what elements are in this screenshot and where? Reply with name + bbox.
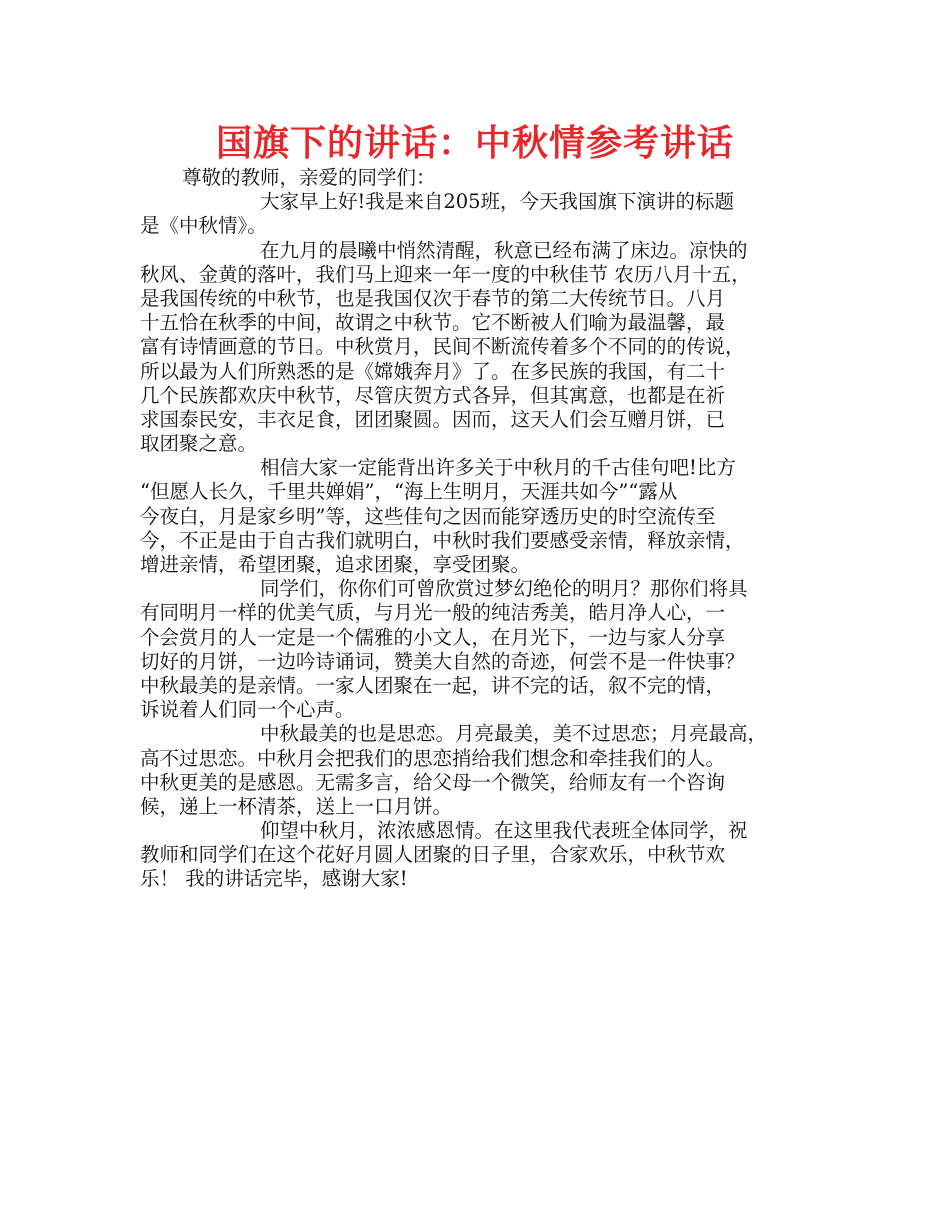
text-line: 几个民族都欢庆中秋节，尽管庆贺方式各异，但其寓意，也都是在祈 <box>140 383 726 407</box>
text-line: 秋风、金黄的落叶，我们马上迎来一年一度的中秋佳节 农历八月十五， <box>140 262 751 286</box>
text-line: 乐！ 我的讲话完毕，感谢大家! <box>140 867 408 891</box>
text-line: 教师和同学们在这个花好月圆人团聚的日子里，合家欢乐，中秋节欢 <box>140 843 726 867</box>
text-line: 中秋更美的是感恩。无需多言，给父母一个微笑，给师友有一个咨询 <box>140 770 726 794</box>
text-line: 是《中秋情》。 <box>140 214 267 238</box>
text-line: 候，递上一杯清茶，送上一口月饼。 <box>140 794 453 818</box>
text-line: 今夜白，月是家乡明”等，这些佳句之因而能穿透历史的时空流传至 <box>140 504 716 528</box>
text-line: 今，不正是由于自古我们就明白，中秋时我们要感受亲情，释放亲情， <box>140 528 745 552</box>
text-line: 中秋最美的是亲情。一家人团聚在一起，讲不完的话，叙不完的情， <box>140 673 726 697</box>
text-line: 诉说着人们同一个心声。 <box>140 698 355 722</box>
text-line: 高不过思恋。中秋月会把我们的思恋捎给我们想念和牵挂我们的人。 <box>140 746 726 770</box>
text-line: 所以最为人们所熟悉的是《嫦娥奔月》了。在多民族的我国，有二十 <box>140 359 726 383</box>
text-line: 十五恰在秋季的中间，故谓之中秋节。它不断被人们喻为最温馨，最 <box>140 311 726 335</box>
text-line: 切好的月饼，一边吟诗诵词，赞美大自然的奇迹，何尝不是一件快事？ <box>140 649 745 673</box>
text-line: 是我国传统的中秋节，也是我国仅次于春节的第二大传统节日。八月 <box>140 286 726 310</box>
text-line: 富有诗情画意的节日。中秋赏月，民间不断流传着多个不同的的传说， <box>140 335 745 359</box>
text-line: 在九月的晨曦中悄然清醒，秋意已经布满了床边。凉快的 <box>260 238 748 262</box>
text-line: “但愿人长久，千里共婵娟”，“海上生明月，天涯共如今”“露从 <box>140 480 678 504</box>
speech-body <box>140 166 826 892</box>
text-line: 中秋最美的也是思恋。月亮最美，美不过思恋；月亮最高， <box>260 722 768 746</box>
text-line: 求国泰民安，丰衣足食，团团聚圆。因而，这天人们会互赠月饼，已 <box>140 407 726 431</box>
salutation-line: 尊敬的教师，亲爱的同学们： <box>182 166 436 189</box>
text-line: 有同明月一样的优美气质，与月光一般的纯洁秀美，皓月净人心，一 <box>140 601 726 625</box>
text-line: 相信大家一定能背出许多关于中秋月的千古佳句吧!比方 <box>260 456 736 480</box>
text-line: 取团聚之意。 <box>140 432 258 456</box>
text-line: 个会赏月的人一定是一个儒雅的小文人，在月光下，一边与家人分享 <box>140 625 726 649</box>
text-line: 大家早上好!我是来自205班，今天我国旗下演讲的标题 <box>260 190 735 214</box>
text-line: 同学们，你你们可曾欣赏过梦幻绝伦的明月？那你们将具 <box>260 577 748 601</box>
text-line: 增进亲情，希望团聚，追求团聚，享受团聚。 <box>140 553 531 576</box>
page-title: 国旗下的讲话：中秋情参考讲话 <box>215 123 734 164</box>
text-line: 仰望中秋月，浓浓感恩情。在这里我代表班全体同学，祝 <box>260 819 748 843</box>
